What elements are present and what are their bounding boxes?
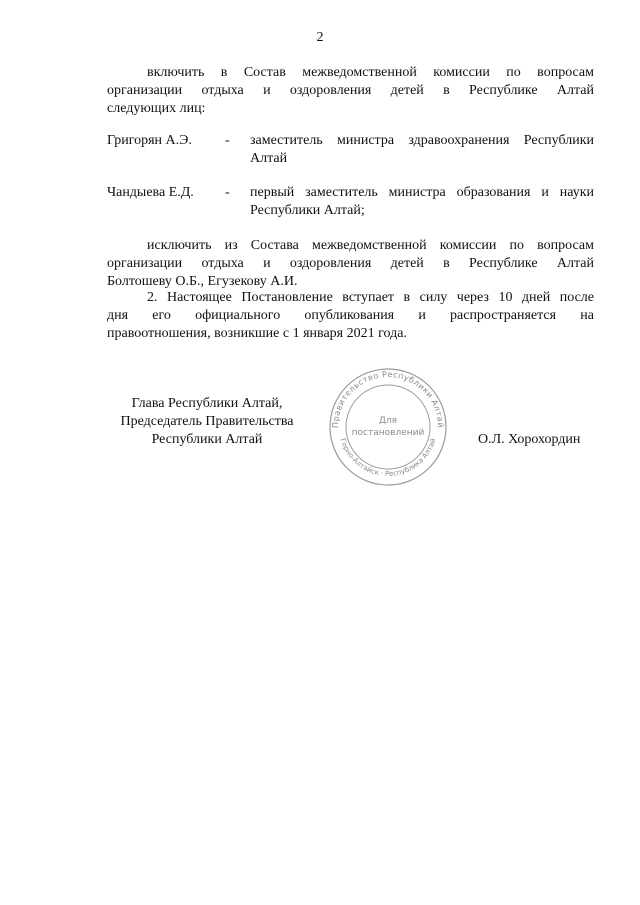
person-name: Григорян А.Э.	[107, 133, 192, 148]
person-description-line: Алтай	[250, 151, 288, 166]
point-2-line: дня его официального опубликования и распространяется на	[107, 308, 594, 323]
exclude-paragraph	[107, 237, 594, 291]
official-stamp	[328, 367, 448, 487]
stamp-center-line: Для	[378, 416, 398, 426]
intro-line: включить в Состав межведомственной комиссии по вопросам	[147, 65, 594, 80]
signatory-name: О.Л. Хорохордин	[478, 432, 581, 447]
intro-line: следующих лиц:	[107, 101, 206, 116]
person-dash: -	[225, 185, 230, 200]
intro-paragraph	[107, 64, 594, 118]
exclude-line: Болтошеву О.Б., Егузекову А.И.	[107, 274, 298, 289]
point-2-line: правоотношения, возникшие с 1 января 2021 года.	[107, 326, 407, 341]
person-description	[250, 184, 594, 220]
person-name: Чандыева Е.Д.	[107, 185, 194, 200]
page-number: 2	[316, 30, 324, 45]
signature-title-line: Глава Республики Алтай,	[131, 396, 283, 411]
intro-line: организации отдыха и оздоровления детей в Республике Алтай	[107, 83, 594, 98]
person-description-line: первый заместитель министра образования и науки	[250, 185, 594, 200]
exclude-line: организации отдыха и оздоровления детей в Республике Алтай	[107, 256, 594, 271]
stamp-bottom-text: Горно-Алтайск · Республика Алтай	[338, 437, 438, 479]
person-description-line: заместитель министра здравоохранения Республики	[250, 133, 594, 148]
signature-title-line: Республики Алтай	[151, 432, 263, 447]
person-dash: -	[225, 133, 230, 148]
svg-text:Горно-Алтайск · Республика Алт	[339, 437, 438, 478]
exclude-line: исключить из Состава межведомственной комиссии по вопросам	[147, 238, 594, 253]
stamp-center-line: постановлений	[351, 428, 425, 438]
person-description	[250, 132, 594, 168]
point-2-paragraph	[107, 289, 594, 343]
signature-title-line: Председатель Правительства	[120, 414, 294, 429]
person-description-line: Республики Алтай;	[250, 203, 365, 218]
point-2-line: 2. Настоящее Постановление вступает в силу через 10 дней после	[147, 290, 594, 305]
stamp-outer-text: Правительство Республики Алтай	[330, 369, 446, 429]
signature-title	[107, 395, 307, 449]
